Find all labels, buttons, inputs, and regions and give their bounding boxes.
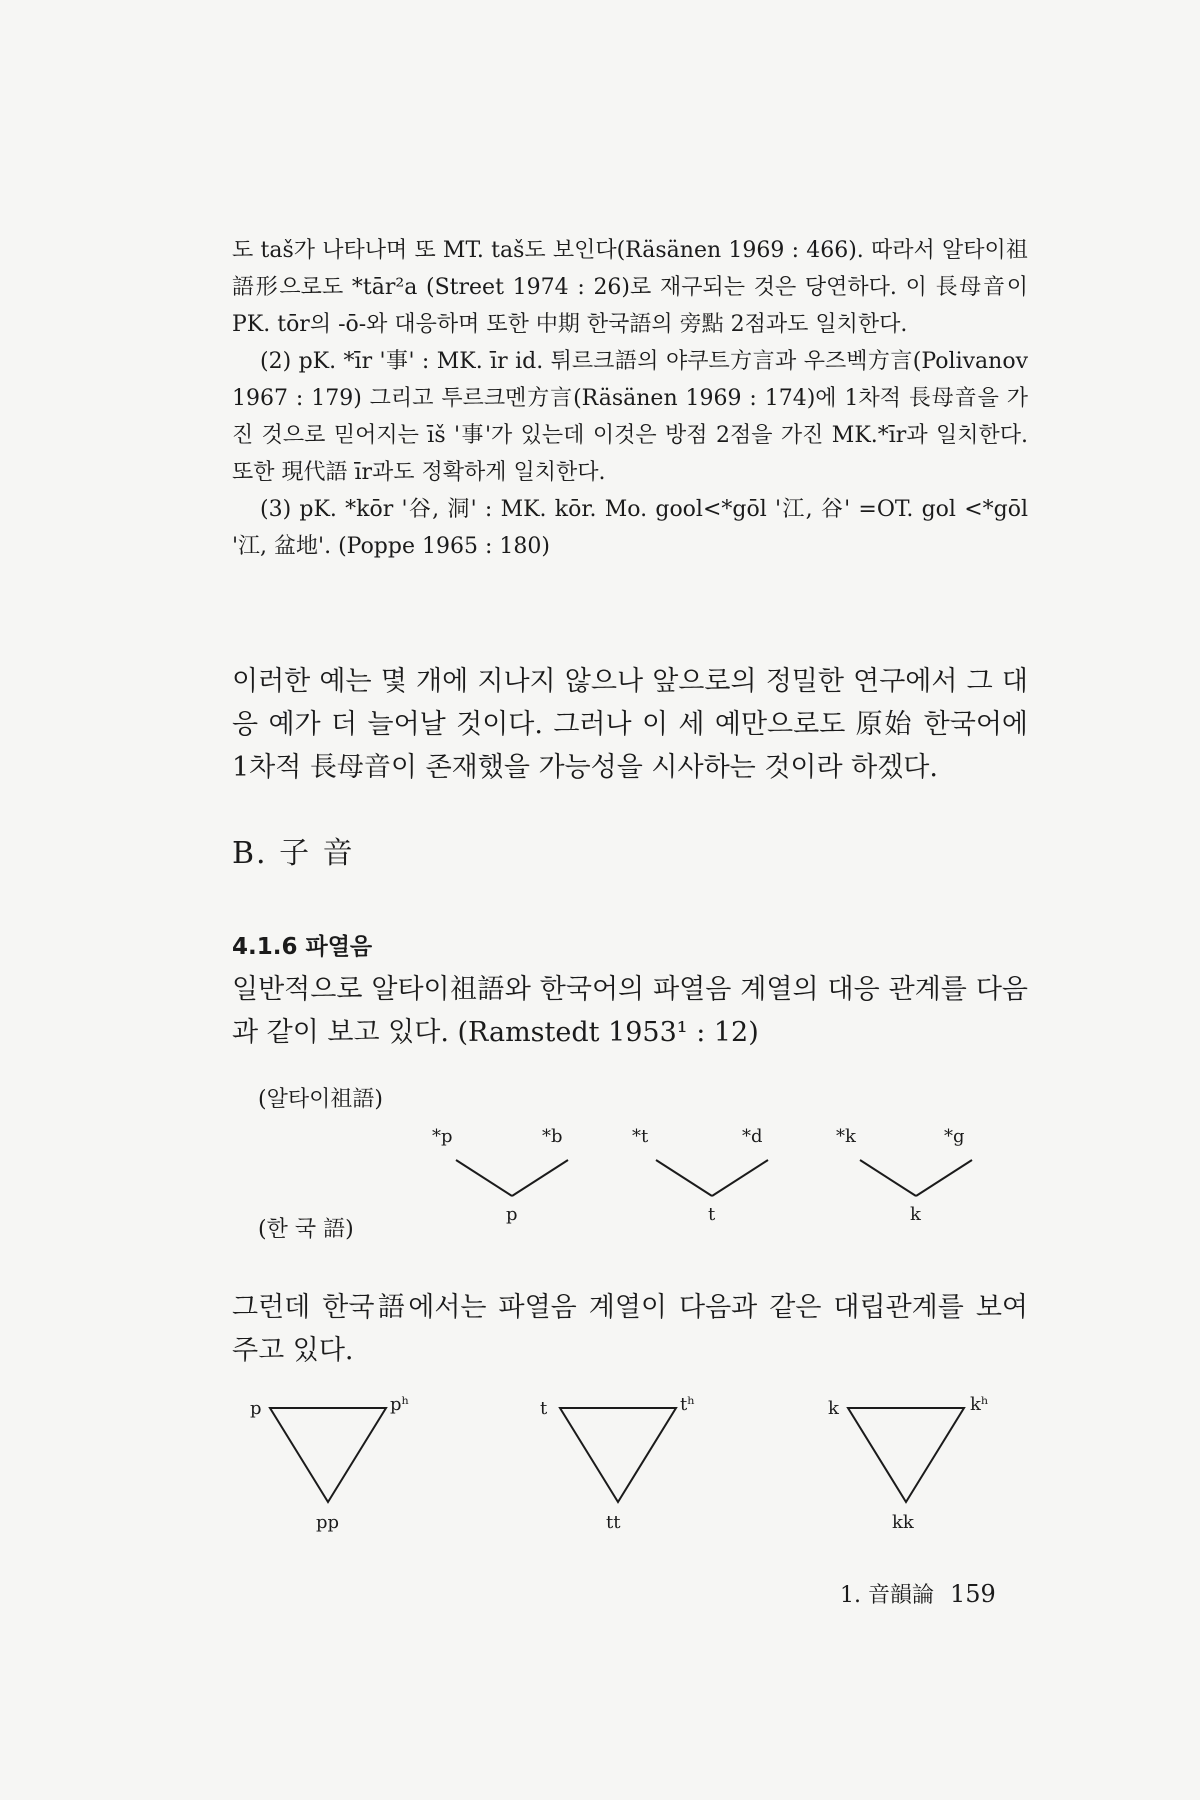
text-block-4 <box>232 1286 1028 1372</box>
diagram1-line-left <box>656 1160 712 1196</box>
diagram2-bottom-p: pp <box>316 1512 340 1533</box>
diagram1-left-p: *p <box>432 1126 453 1147</box>
chapter-title: 1. 音韻論 <box>840 1583 934 1608</box>
triangle-t <box>540 1394 695 1533</box>
triangle-p <box>250 1394 409 1533</box>
diagram1-bottom-p: p <box>506 1204 518 1225</box>
diagram2-left-p: p <box>250 1398 262 1419</box>
diagram1-line-left <box>860 1160 916 1196</box>
correspondence-group-k <box>836 1126 972 1225</box>
triangle-k <box>828 1394 989 1533</box>
diagram1-line-left <box>456 1160 512 1196</box>
diagram1-right-t: *d <box>742 1126 763 1147</box>
diagram1-label-bottom: (한 국 語) <box>258 1217 354 1242</box>
paragraph-correspondence: 일반적으로 알타이祖語와 한국어의 파열음 계열의 대응 관계를 다음과 같이 보고 있다. (Ramstedt 1953¹ : 12) <box>232 974 1028 1048</box>
correspondence-group-t <box>632 1126 768 1225</box>
diagram2-right-p: pʰ <box>390 1394 410 1415</box>
triangle-shape <box>270 1408 386 1502</box>
diagram1-line-right <box>916 1160 972 1196</box>
diagram1-right-p: *b <box>542 1126 563 1147</box>
subsection-heading: 4.1.6 파열음 <box>232 934 373 960</box>
diagram2-bottom-k: kk <box>892 1512 914 1533</box>
diagram2-bottom-t: tt <box>606 1512 621 1533</box>
diagram1-left-t: *t <box>632 1126 649 1147</box>
diagram1-bottom-t: t <box>708 1204 716 1225</box>
diagram1-left-k: *k <box>836 1126 856 1147</box>
page-footer <box>840 1578 996 1609</box>
triangle-shape <box>848 1408 964 1502</box>
triangle-shape <box>560 1408 676 1502</box>
diagram1-line-right <box>712 1160 768 1196</box>
opposition-diagram <box>248 1384 1008 1544</box>
diagram1-line-right <box>512 1160 568 1196</box>
correspondence-group-p <box>432 1126 568 1225</box>
text-block-3 <box>232 968 1028 1054</box>
section-heading: B. 子 音 <box>232 836 355 871</box>
paragraph-example-2: (2) pK. *īr '事' : MK. īr id. 튀르크語의 야쿠트方言과 우즈벡方言(Polivanov 1967 : 179) 그리고 투르크멘方言(Räsänen 1969 : 174)에 1차적 長母音을 가진 것으로 믿어지는 īš '事'가 있는데 이것은 방점 2점을 가진 MK.*īr과 일치한다. 또한 現代語 īr과도 정확하게 일치한다. <box>232 349 1028 485</box>
text-block-2 <box>232 660 1028 789</box>
diagram1-bottom-k: k <box>910 1204 921 1225</box>
diagram1-right-k: *g <box>944 1126 965 1147</box>
paragraph-continued: 도 taš가 나타나며 또 MT. taš도 보인다(Räsänen 1969 : 466). 따라서 알타이祖語形으로도 *tār²a (Street 1974 : 26)로 재구되는 것은 당연하다. 이 長母音이 PK. tōr의 -ō-와 대응하며 또한 中期 한국語의 旁點 2점과도 일치한다. <box>232 238 1028 337</box>
diagram2-left-t: t <box>540 1398 548 1419</box>
diagram2-right-k: kʰ <box>970 1394 989 1415</box>
diagram2-left-k: k <box>828 1398 839 1419</box>
paragraph-example-3: (3) pK. *kōr '谷, 洞' : MK. kōr. Mo. gool<*gōl '江, 谷' =OT. gol <*gōl '江, 盆地'. (Poppe 1965 : 180) <box>232 497 1028 559</box>
text-block-1 <box>232 232 1028 565</box>
diagram2-right-t: tʰ <box>680 1394 696 1415</box>
correspondence-diagram <box>420 1112 1020 1232</box>
diagram1-label-top: (알타이祖語) <box>258 1087 383 1112</box>
page-number: 159 <box>949 1580 996 1608</box>
paragraph-conclusion: 이러한 예는 몇 개에 지나지 않으나 앞으로의 정밀한 연구에서 그 대응 예가 더 늘어날 것이다. 그러나 이 세 예만으로도 原始 한국어에 1차적 長母音이 존재했을 가능성을 시사하는 것이라 하겠다. <box>232 666 1028 783</box>
paragraph-opposition: 그런데 한국語에서는 파열음 계열이 다음과 같은 대립관계를 보여 주고 있다. <box>232 1292 1028 1366</box>
